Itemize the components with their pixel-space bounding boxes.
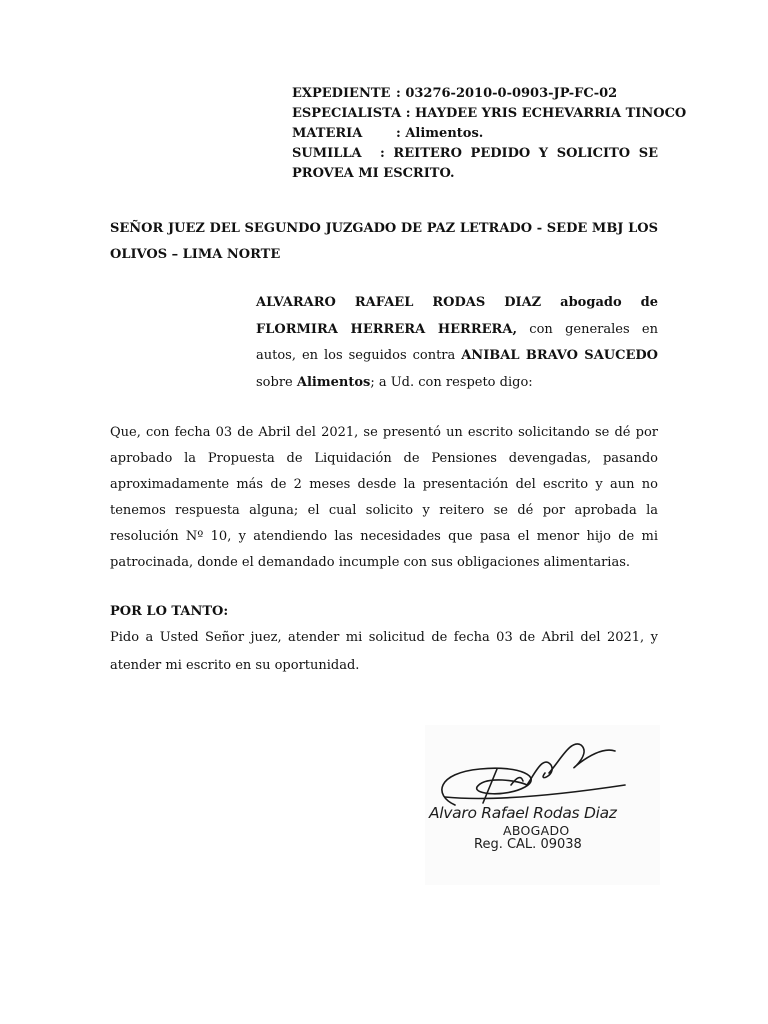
especialista-row [292, 104, 687, 124]
conclusion-text: Pido a Usted Señor juez, atender mi solicitud de fecha 03 de Abril del 2021, y atender mi escrito en su oportunidad. [110, 630, 658, 673]
materia-value: : Alimentos. [396, 126, 484, 141]
materia-row [292, 124, 658, 144]
addressee-heading: SEÑOR JUEZ DEL SEGUNDO JUZGADO DE PAZ LETRADO - SEDE MBJ LOS OLIVOS – LIMA NORTE [110, 221, 658, 262]
expediente-value: : 03276-2010-0-0903-JP-FC-02 [396, 86, 618, 101]
stamp-title: ABOGADO [503, 823, 570, 838]
signature-stamp [425, 725, 660, 885]
expediente-row [292, 84, 658, 104]
sumilla-value: : REITERO PEDIDO Y SOLICITO SE PROVEA MI ESCRITO. [292, 146, 658, 181]
matter-name: Alimentos [296, 374, 371, 390]
stamp-registration: Reg. CAL. 09038 [474, 837, 582, 852]
intro-text-4: ; a Ud. con respeto digo: [370, 374, 533, 390]
intro-text-1: abogado de [541, 295, 658, 310]
defendant-name: ANIBAL BRAVO SAUCEDO [461, 348, 658, 363]
case-header [292, 84, 687, 184]
materia-label: MATERIA [292, 126, 363, 141]
intro-text-3: sobre [256, 374, 297, 390]
conclusion-title: POR LO TANTO: [110, 604, 229, 619]
lawyer-name: ALVARARO RAFAEL RODAS DIAZ [256, 295, 542, 310]
client-name: FLORMIRA HERRERA HERRERA, [256, 321, 517, 337]
body-paragraph: Que, con fecha 03 de Abril del 2021, se presentó un escrito solicitando se dé por aprobado la Propuesta de Liquidación de Pensiones devengadas, pasando aproximadamente más de 2 meses desde la presentación del escrito y aun no tenemos respuesta alguna; el cual solicito y reitero se dé por aprobada la resolución Nº 10, y atendiendo las necesidades que pasa el menor hijo de mi patrocinada, donde el demandado incumple con sus obligaciones alimentarias. [110, 425, 658, 570]
sumilla-label: SUMILLA [292, 146, 362, 161]
especialista-value: : HAYDEE YRIS ECHEVARRIA TINOCO [405, 106, 687, 121]
especialista-label: ESPECIALISTA [292, 106, 402, 121]
stamp-lawyer-name: Alvaro Rafael Rodas Diaz [429, 804, 617, 822]
intro-text-2: con generales en autos, en los seguidos contra [256, 321, 659, 363]
intro-paragraph [256, 290, 658, 396]
expediente-label: EXPEDIENTE [292, 86, 391, 101]
sumilla-row [292, 144, 658, 184]
